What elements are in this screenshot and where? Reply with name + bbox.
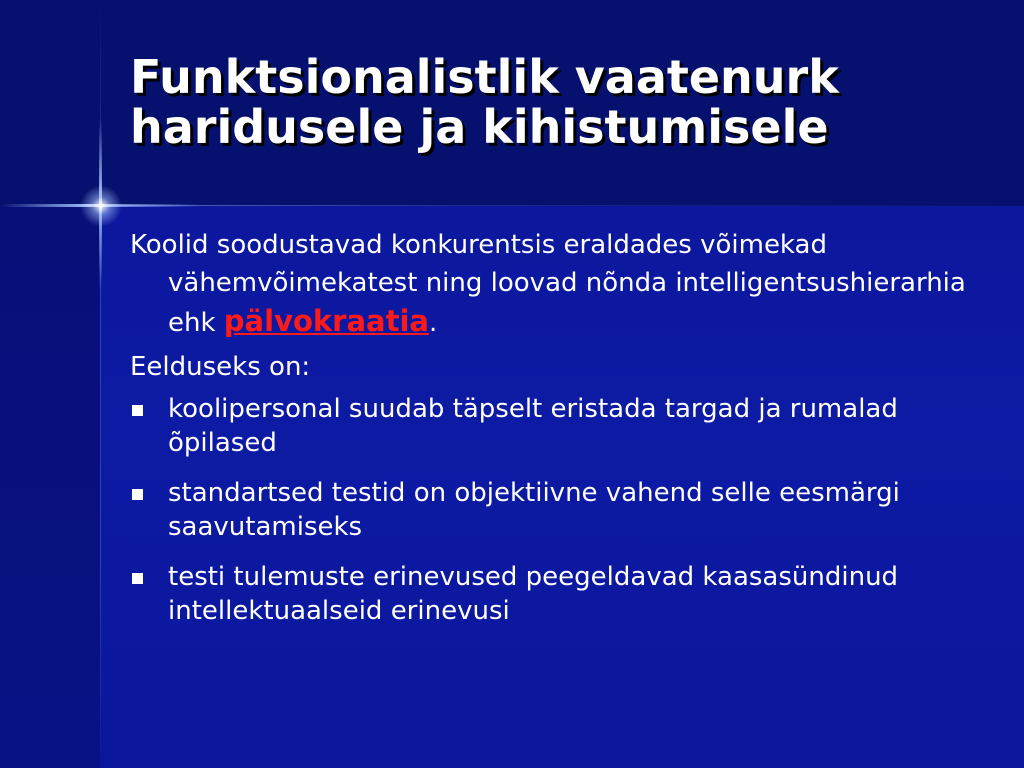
left-band: [0, 206, 100, 768]
intro-text: Koolid soodustavad konkurentsis eraldades võimekad vähemvõimekatest ning loovad nõnda intelligentsushierarhia ehk: [130, 230, 966, 338]
highlight-term: pälvokraatia: [223, 304, 429, 338]
list-item-text: standartsed testid on objektiivne vahend selle eesmärgi saavutamiseks: [168, 478, 900, 542]
horizontal-light-line: [100, 205, 1024, 206]
list-item-text: koolipersonal suudab täpselt eristada targad ja rumalad õpilased: [168, 394, 898, 458]
intro-paragraph: [130, 226, 1000, 342]
list-item-text: testi tulemuste erinevused peegeldavad kaasasündinud intellektuaalseid erinevusi: [168, 562, 899, 626]
premise-list: [130, 392, 1000, 628]
star-sparkle-icon: [80, 185, 122, 227]
intro-period: .: [429, 308, 438, 338]
vertical-light-line: [100, 0, 101, 768]
square-bullet-icon: [132, 489, 143, 500]
premise-label: Eelduseks on:: [130, 352, 311, 382]
slide-title: [130, 52, 990, 152]
slide-body: [130, 226, 1000, 644]
title-line-1: Funktsionalistlik vaatenurk: [130, 50, 839, 104]
title-line-2: haridusele ja kihistumisele: [130, 100, 829, 154]
square-bullet-icon: [132, 405, 143, 416]
list-item: [130, 476, 1000, 544]
square-bullet-icon: [132, 573, 143, 584]
list-item: [130, 560, 1000, 628]
list-item: [130, 392, 1000, 460]
